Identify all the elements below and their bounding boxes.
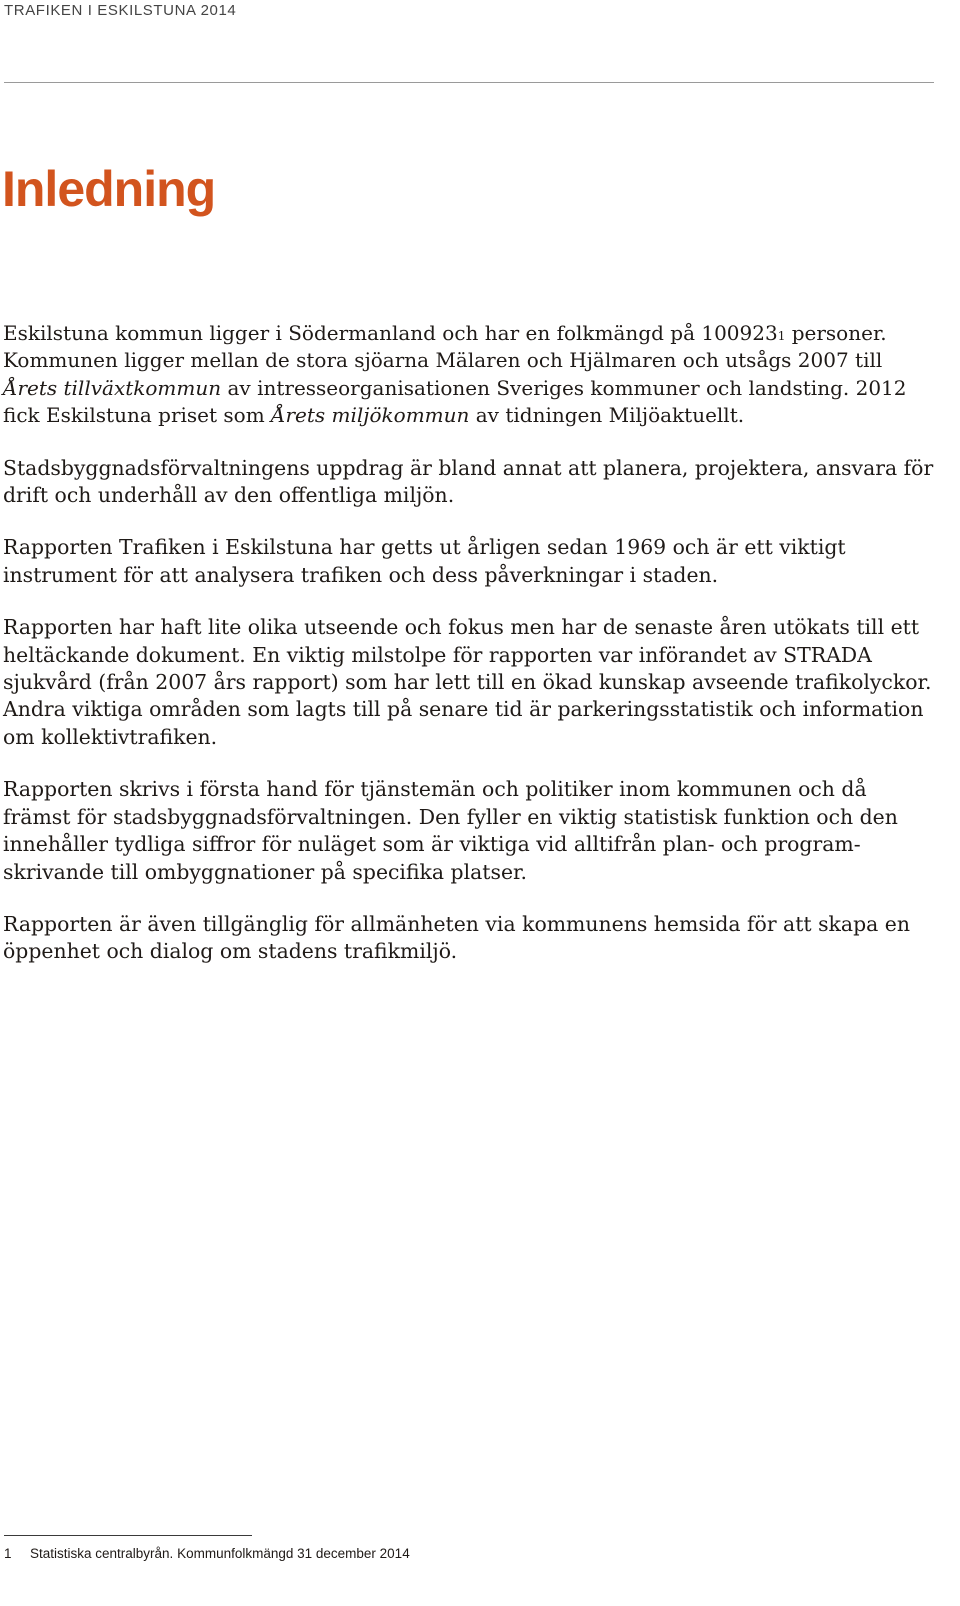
paragraph-intro-text-b: personer. Kommunen ligger mellan de stora sjöarna Mälaren och Hjälmaren och utsågs 2007 till (3, 321, 887, 373)
footnote-reference: 1 (777, 329, 786, 343)
header-divider (4, 82, 934, 83)
body-text (3, 320, 935, 991)
paragraph-availability: Rapporten är även tillgänglig för allmänheten via kommunens hemsida för att skapa en öppenhet och dialog om stadens trafikmiljö. (3, 911, 910, 964)
footnote-number: 1 (4, 1546, 12, 1561)
paragraph-intro-text-d: av tidningen Miljöaktuellt. (469, 403, 745, 428)
award-name-environment: Årets miljökommun (271, 403, 470, 428)
paragraph-report-history: Rapporten Trafiken i Eskilstuna har getts ut årligen sedan 1969 och är ett viktigt instrument för att analysera trafiken och dess påverkningar i staden. (3, 535, 846, 587)
award-name-growth: Årets tillväxtkommun (3, 375, 222, 400)
footnote-divider (4, 1535, 252, 1536)
footnote-text: Statistiska centralbyrån. Kommunfolkmängd 31 december 2014 (30, 1546, 410, 1561)
paragraph-mission: Stadsbyggnadsförvaltningens uppdrag är bland annat att planera, projektera, ansvara för drift och underhåll av den offentliga miljön. (3, 455, 934, 508)
page-title: Inledning (2, 161, 216, 217)
paragraph-intro-text-a: Eskilstuna kommun ligger i Södermanland och har en folkmängd på 100923 (3, 321, 778, 345)
paragraph-intro-text-c: av intresseorganisationen Sveriges kommuner och landsting. 2012 fick Eskilstuna priset som (3, 375, 907, 428)
running-header: TRAFIKEN I ESKILSTUNA 2014 (4, 2, 237, 19)
paragraph-audience: Rapporten skrivs i första hand för tjänstemän och politiker inom kommunen och då främst för stadsbyggnadsförvaltningen. Den fyller en viktig statistisk funktion och den innehåller tydliga siffror för nuläget som är viktiga vid alltifrån plan- och programskrivande till ombyggnationer på specifika platser. (3, 777, 898, 884)
paragraph-intro (3, 320, 935, 430)
footnote (4, 1546, 410, 1561)
paragraph-report-scope: Rapporten har haft lite olika utseende och fokus men har de senaste åren utökats till ett heltäckande dokument. En viktig milstolpe för rapporten var införandet av STRADA sjukvård (från 2007 års rapport) som har lett till en ökad kunskap avseende trafikolyckor. Andra viktiga områden som lagts till på senare tid är parkeringsstatistik och information om kollektivtrafiken. (3, 615, 932, 749)
